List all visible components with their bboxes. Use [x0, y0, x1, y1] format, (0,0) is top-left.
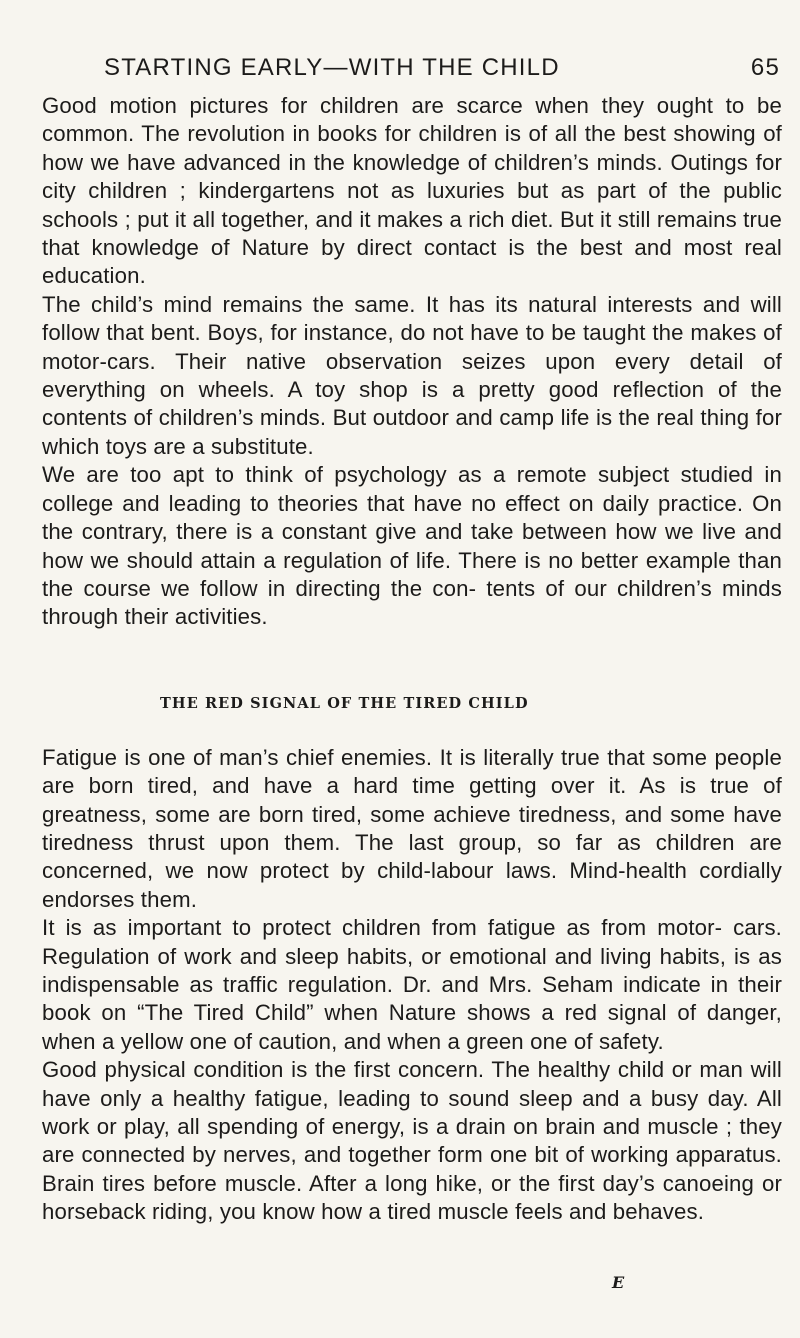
section-heading: THE RED SIGNAL OF THE TIRED CHILD [160, 694, 529, 712]
page-number: 65 [750, 54, 780, 81]
paragraph: We are too apt to think of psychology as a remote subject studied in college and leading to theories that have no effect on daily practice. On the contrary, there is a constant give and take between how we live and how we should attain a regulation of life. There is no better example than the course we follow in directing the con- tents of our children’s minds through their activities. [42, 462, 782, 630]
running-head-title: STARTING EARLY—WITH THE CHILD [104, 54, 560, 81]
paragraph: Good motion pictures for children are scarce when they ought to be common. The revolution in books for children is of all the best showing of how we have advanced in the knowledge of children’s minds. Outings for city children ; kindergartens not as luxuries but as part of the public schools ; put it all together, and it makes a rich diet. But it still remains true that knowledge of Nature by direct contact is the best and most real education. [42, 93, 782, 289]
paragraph: Good physical condition is the first concern. The healthy child or man will have only a healthy fatigue, leading to sound sleep and a busy day. All work or play, all spending of energy, is a drain on brain and muscle ; they are connected by nerves, and together form one bit of working apparatus. Brain tires before muscle. After a long hike, or the first day’s canoeing or horseback riding, you know how a tired muscle feels and behaves. [42, 1057, 782, 1225]
running-head [42, 54, 782, 92]
section-spacer [42, 632, 782, 664]
body-text [42, 92, 782, 1227]
book-page [42, 54, 782, 1227]
signature-mark: E [612, 1273, 625, 1292]
paragraph: It is as important to protect children from fatigue as from motor- cars. Regulation of work and sleep habits, or emotional and living habits, is as indispensable as traffic regulation. Dr. and Mrs. Seham indicate in their book on “The Tired Child” when Nature shows a red signal of danger, when a yellow one of caution, and when a green one of safety. [42, 915, 782, 1054]
paragraph: The child’s mind remains the same. It has its natural interests and will follow that bent. Boys, for instance, do not have to be taught the makes of motor-cars. Their native observation seizes upon every detail of everything on wheels. A toy shop is a pretty good reflection of the contents of children’s minds. But outdoor and camp life is the real thing for which toys are a substitute. [42, 291, 782, 459]
paragraph: Fatigue is one of man’s chief enemies. It is literally true that some people are born tired, and have a hard time getting over it. As is true of greatness, some are born tired, some achieve tiredness, and some have tiredness thrust upon them. The last group, so far as children are concerned, we now protect by child-labour laws. Mind-health cordially endorses them. [42, 744, 782, 912]
